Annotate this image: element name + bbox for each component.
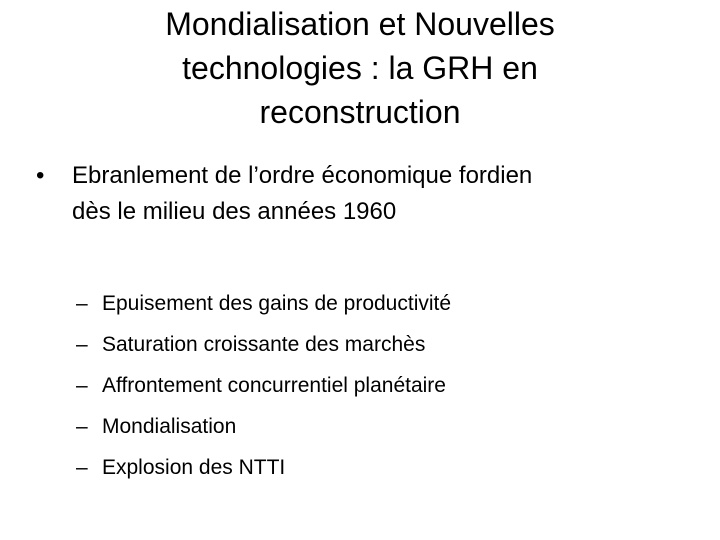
title-line-2: technologies : la GRH en <box>182 50 538 86</box>
sub-bullet-item <box>76 406 676 447</box>
sub-bullet-text: Affrontement concurrentiel planétaire <box>102 374 446 397</box>
sub-bullet-text: Saturation croissante des marchès <box>102 333 426 356</box>
sub-bullet-item <box>76 324 676 365</box>
dash-marker: – <box>76 456 88 479</box>
sub-bullet-text: Epuisement des gains de productivité <box>102 292 452 315</box>
slide-title <box>100 2 620 134</box>
sub-bullet-text: Explosion des NTTI <box>102 456 286 479</box>
sub-bullet-item <box>76 283 676 324</box>
main-bullet <box>36 158 696 230</box>
sub-bullet-item <box>76 447 676 488</box>
dash-marker: – <box>76 415 88 438</box>
title-line-1: Mondialisation et Nouvelles <box>165 6 555 42</box>
main-bullet-line-2: dès le milieu des années 1960 <box>72 198 397 225</box>
dash-marker: – <box>76 374 88 397</box>
bullet-marker: • <box>36 162 45 189</box>
title-line-3: reconstruction <box>259 94 461 130</box>
sub-bullet-text: Mondialisation <box>102 415 237 438</box>
dash-marker: – <box>76 292 88 315</box>
sub-bullet-list <box>76 283 676 488</box>
dash-marker: – <box>76 333 88 356</box>
main-bullet-line-1: Ebranlement de l’ordre économique fordien <box>72 162 533 189</box>
sub-bullet-item <box>76 365 676 406</box>
